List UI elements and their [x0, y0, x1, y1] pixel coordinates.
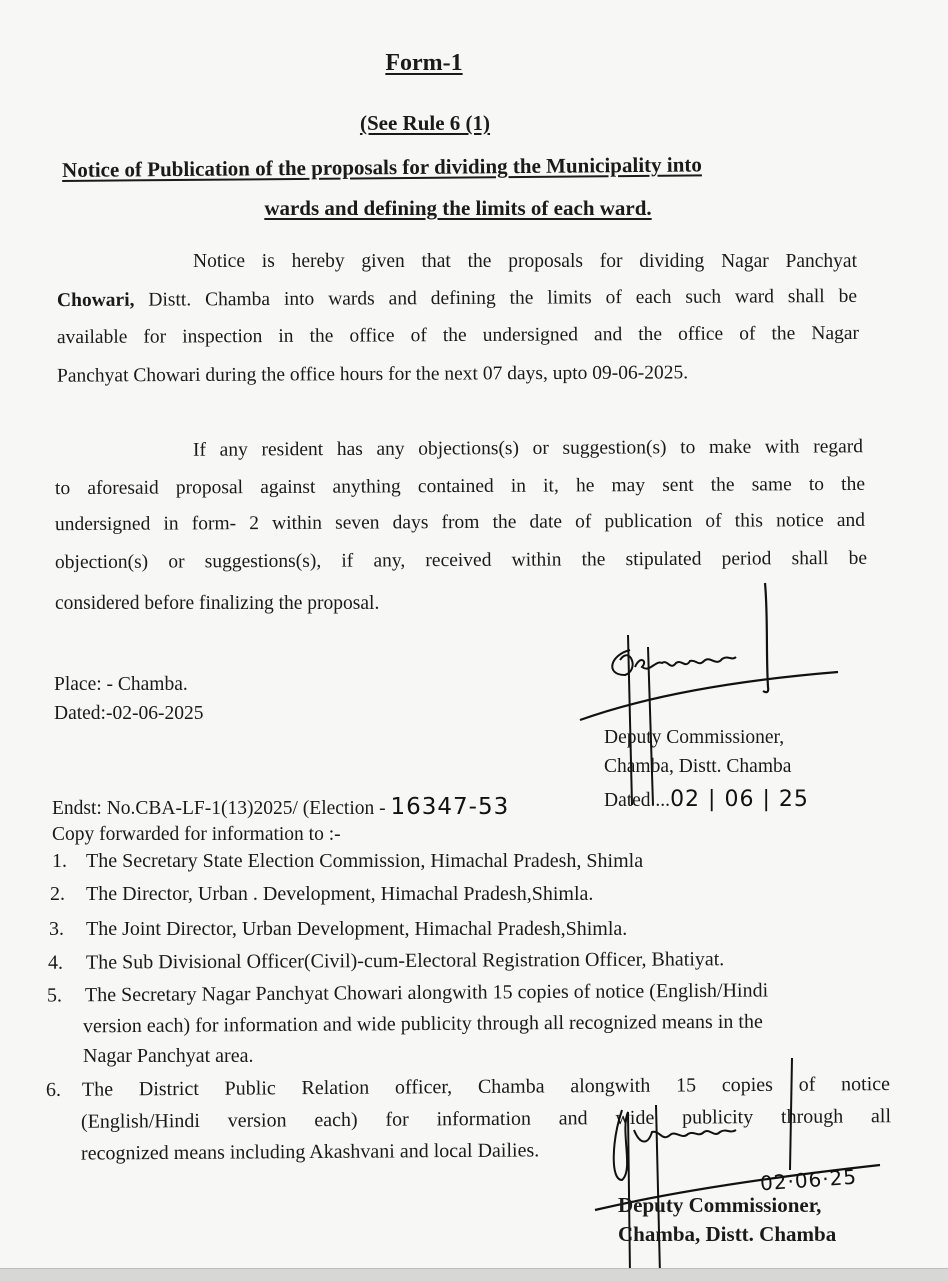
endorsement-number-handwritten: 16347-53	[390, 794, 510, 820]
recipient-number: 4.	[47, 951, 64, 974]
recipient-5-line2: version each) for information and wide publicity through all recognized means in the	[82, 1010, 763, 1038]
paragraph1-line1	[193, 251, 857, 273]
recipient-6-line2-text: (English/Hindi version each) for information and wide publicity through all	[80, 1105, 892, 1133]
copy-forwarded-label: Copy forwarded for information to :-	[52, 824, 341, 845]
notice-title-line-1: Notice of Publication of the proposals for dividing the Municipality into	[62, 152, 702, 182]
paragraph2-line5: considered before finalizing the proposal.	[55, 593, 380, 614]
endorsement-number-printed: Endst: No.CBA-LF-1(13)2025/ (Election -	[52, 798, 386, 819]
page-bottom-edge	[0, 1268, 948, 1281]
recipient-3	[49, 918, 627, 941]
recipient-5-line3: Nagar Panchyat area.	[83, 1045, 254, 1067]
paragraph1-line2	[57, 286, 857, 312]
recipient-text: The Secretary Nagar Panchyat Chowari alongwith 15 copies of notice (English/Hindi	[84, 979, 769, 1007]
recipient-text: The Sub Divisional Officer(Civil)-cum-Electoral Registration Officer, Bhatiyat.	[85, 948, 725, 974]
signatory1-dated-label: Dated....	[604, 790, 671, 811]
recipient-text: The Joint Director, Urban Development, Himachal Pradesh,Shimla.	[86, 918, 628, 940]
paragraph1-line4: Panchyat Chowari during the office hours for the next 07 days, upto 09-06-2025.	[56, 362, 689, 387]
recipient-5	[47, 979, 768, 1007]
paragraph2-line1-text: If any resident has any objections(s) or suggestion(s) to make with regard	[192, 436, 864, 461]
signatory1-designation: Deputy Commissioner,	[604, 727, 785, 748]
paragraph2-line4	[55, 548, 867, 574]
form-title: Form-1	[385, 50, 463, 76]
rule-reference: (See Rule 6 (1)	[359, 111, 491, 135]
paragraph2-line1	[193, 436, 863, 462]
recipient-4	[48, 948, 724, 975]
signatory2-date-handwritten: 02·06·25	[759, 1164, 858, 1196]
paragraph2-line2-text: to aforesaid proposal against anything contained in it, he may sent the same to the	[54, 473, 866, 500]
signatory2-office: Chamba, Distt. Chamba	[618, 1222, 837, 1246]
recipient-number: 6.	[45, 1078, 62, 1101]
signatory1-dated-handwritten: 02 | 06 | 25	[670, 787, 809, 812]
paragraph2-line4-text: objection(s) or suggestions(s), if any, received within the stipulated period shall be	[54, 547, 868, 574]
signatory1-office: Chamba, Distt. Chamba	[604, 756, 792, 777]
recipient-number: 1.	[52, 850, 67, 872]
paragraph2-line3	[55, 510, 865, 536]
paragraph2-line2	[55, 474, 865, 500]
recipient-6-line3: recognized means including Akashvani and local Dailies.	[80, 1139, 540, 1165]
recipient-number: 5.	[46, 984, 63, 1007]
place-name-bold: Chowari,	[56, 289, 135, 312]
recipient-number: 2.	[50, 883, 65, 905]
recipient-text: The Director, Urban . Development, Himachal Pradesh,Shimla.	[86, 883, 594, 905]
recipient-1	[52, 850, 643, 873]
recipient-2	[50, 883, 593, 906]
recipient-text: The Secretary State Election Commission, Himachal Pradesh, Shimla	[86, 850, 644, 872]
endorsement-number	[52, 794, 509, 820]
signatory1-dated	[604, 787, 809, 812]
paragraph2-line3-text: undersigned in form- 2 within seven days from the date of publication of this notice and	[54, 509, 866, 536]
recipient-text: The District Public Relation officer, Chamba alongwith 15 copies of notice	[81, 1073, 891, 1101]
paragraph1-line2-text: Distt. Chamba into wards and defining the limits of each such ward shall be	[134, 285, 858, 311]
place-label: Place: - Chamba.	[54, 674, 188, 695]
paragraph1-line3-text: available for inspection in the office of the undersigned and the office of the Nagar	[56, 322, 860, 349]
recipient-number: 3.	[49, 918, 64, 940]
dated-label: Dated:-02-06-2025	[54, 703, 204, 724]
paragraph1-line1-text: Notice is hereby given that the proposals for dividing Nagar Panchyat	[193, 251, 857, 272]
paragraph1-line3	[57, 323, 859, 349]
notice-title-line-2: wards and defining the limits of each ward.	[264, 196, 652, 220]
signatory2-designation: Deputy Commissioner,	[618, 1193, 822, 1217]
